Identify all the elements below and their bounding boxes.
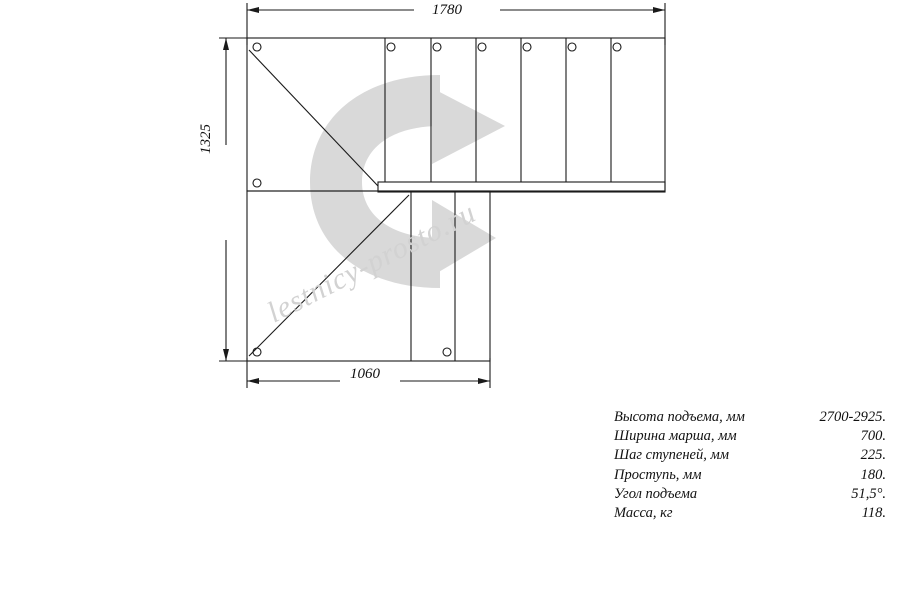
spec-value: 700. (860, 428, 886, 445)
spec-row (614, 408, 886, 427)
spec-value: 51,5°. (851, 485, 886, 502)
spec-name: Проступь, мм (614, 466, 702, 483)
spec-name: Угол подъема (614, 485, 698, 502)
spec-value: 180. (860, 466, 886, 483)
spec-name: Масса, кг (614, 505, 673, 522)
spec-row (614, 446, 886, 465)
dimension-label-top: 1780 (432, 2, 462, 18)
spec-name: Шаг ступеней, мм (614, 447, 729, 464)
watermark-text: lestnicy-prosto.ru (262, 195, 482, 330)
spec-name: Ширина марша, мм (614, 428, 737, 445)
dimension-label-left: 1325 (198, 124, 214, 154)
dimension-label-bottom: 1060 (350, 366, 380, 382)
specification-table (614, 408, 886, 523)
spec-row (614, 466, 886, 485)
spec-row (614, 485, 886, 504)
spec-row (614, 427, 886, 446)
spec-value: 2700-2925. (819, 409, 886, 425)
spec-name: Высота подъема, мм (614, 409, 745, 425)
spec-value: 225. (860, 447, 886, 464)
spec-row (614, 504, 886, 523)
spec-value: 118. (861, 505, 886, 522)
